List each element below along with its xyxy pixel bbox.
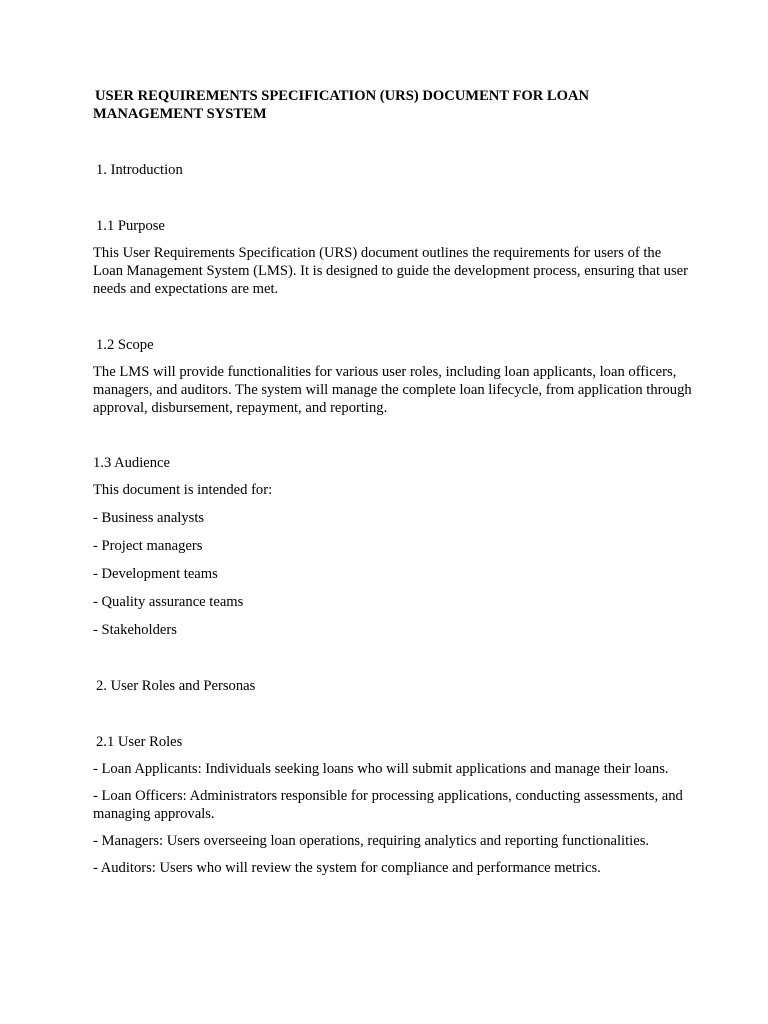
list-item: - Quality assurance teams bbox=[93, 594, 244, 610]
list-item: - Loan Applicants: Individuals seeking loans who will submit applications and manage their loans. bbox=[93, 761, 669, 777]
document-title-line1: USER REQUIREMENTS SPECIFICATION (URS) DOCUMENT FOR LOAN bbox=[95, 88, 590, 104]
list-item: - Auditors: Users who will review the system for compliance and performance metrics. bbox=[93, 860, 601, 876]
list-item: - Stakeholders bbox=[93, 622, 177, 638]
document-title bbox=[93, 87, 693, 123]
list-item: - Project managers bbox=[93, 538, 203, 554]
section-heading-scope: 1.2 Scope bbox=[96, 337, 154, 353]
list-item: - Development teams bbox=[93, 566, 218, 582]
section-heading-introduction: 1. Introduction bbox=[96, 162, 183, 178]
section-heading-user-roles: 2.1 User Roles bbox=[96, 734, 183, 750]
list-item: - Managers: Users overseeing loan operations, requiring analytics and reporting functionalities. bbox=[93, 833, 650, 849]
scope-paragraph: The LMS will provide functionalities for various user roles, including loan applicants, loan officers, managers, and auditors. The system will manage the complete loan lifecycle, from application through approval, disbursement, repayment, and reporting. bbox=[93, 364, 692, 416]
document-page bbox=[93, 87, 693, 877]
audience-intro: This document is intended for: bbox=[93, 482, 273, 498]
document-title-line2: MANAGEMENT SYSTEM bbox=[93, 106, 267, 122]
list-item: - Loan Officers: Administrators responsible for processing applications, conducting assessments, and managing approvals. bbox=[93, 788, 683, 822]
section-heading-purpose: 1.1 Purpose bbox=[96, 218, 165, 234]
purpose-paragraph: This User Requirements Specification (URS) document outlines the requirements for users of the Loan Management System (LMS). It is designed to guide the development process, ensuring that user needs and expectations are met. bbox=[93, 245, 688, 297]
section-heading-audience: 1.3 Audience bbox=[93, 455, 171, 471]
list-item: - Business analysts bbox=[93, 510, 205, 526]
section-heading-user-roles-personas: 2. User Roles and Personas bbox=[96, 678, 256, 694]
